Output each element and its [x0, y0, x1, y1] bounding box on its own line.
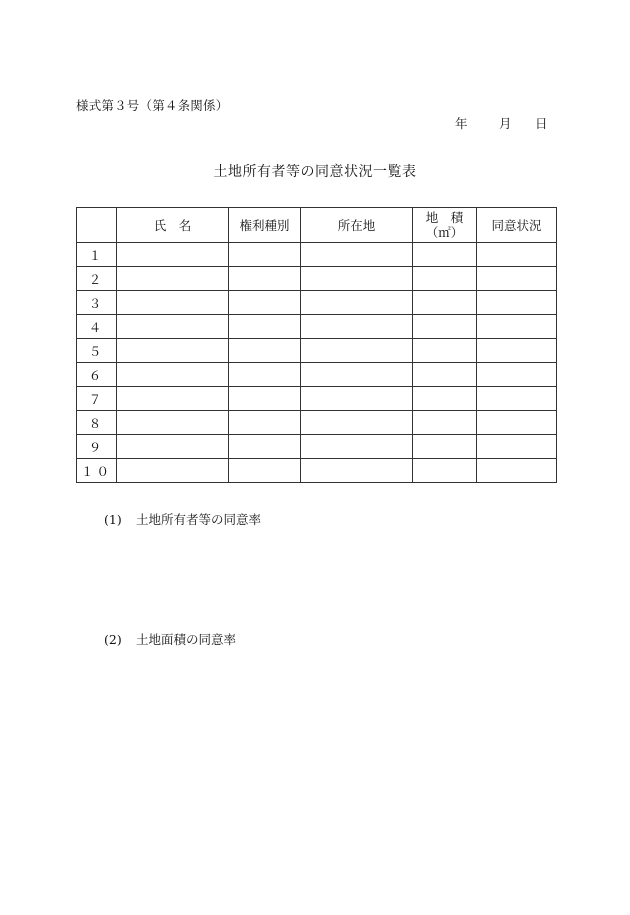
consent-status-cell: [477, 339, 557, 363]
area-cell: [413, 243, 477, 267]
name-cell: [117, 243, 229, 267]
row-number: ６: [77, 363, 117, 387]
item-area-consent-rate: [104, 630, 236, 648]
date-month-label: 月: [499, 116, 512, 131]
area-label: 地 積: [425, 210, 464, 225]
column-header-consent-status: 同意状況: [477, 208, 557, 243]
document-title: 土地所有者等の同意状況一覧表: [213, 164, 417, 180]
right-type-cell: [229, 459, 301, 483]
table-row: [77, 243, 557, 267]
location-cell: [301, 267, 413, 291]
name-cell: [117, 387, 229, 411]
area-cell: [413, 363, 477, 387]
column-header-number: [77, 208, 117, 243]
name-cell: [117, 411, 229, 435]
right-type-cell: [229, 315, 301, 339]
table-row: [77, 339, 557, 363]
table-row: [77, 363, 557, 387]
name-cell: [117, 363, 229, 387]
name-cell: [117, 267, 229, 291]
area-cell: [413, 315, 477, 339]
item-label: 土地面積の同意率: [135, 632, 236, 647]
area-unit: （㎡）: [425, 225, 464, 240]
name-cell: [117, 459, 229, 483]
table-row: [77, 291, 557, 315]
consent-status-cell: [477, 315, 557, 339]
area-cell: [413, 339, 477, 363]
column-header-right-type: 権利種別: [229, 208, 301, 243]
consent-status-cell: [477, 411, 557, 435]
column-header-area: [413, 208, 477, 243]
right-type-cell: [229, 387, 301, 411]
consent-status-cell: [477, 459, 557, 483]
table-row: [77, 267, 557, 291]
location-cell: [301, 339, 413, 363]
area-cell: [413, 459, 477, 483]
name-cell: [117, 315, 229, 339]
area-cell: [413, 267, 477, 291]
row-number: ９: [77, 435, 117, 459]
table-row: [77, 315, 557, 339]
row-number: ４: [77, 315, 117, 339]
row-number: ３: [77, 291, 117, 315]
table-header-row: [77, 208, 557, 243]
row-number: ８: [77, 411, 117, 435]
item-number: (2): [104, 632, 122, 647]
row-number: ５: [77, 339, 117, 363]
row-number: ７: [77, 387, 117, 411]
table-row: [77, 435, 557, 459]
name-cell: [117, 291, 229, 315]
right-type-cell: [229, 243, 301, 267]
right-type-cell: [229, 267, 301, 291]
right-type-cell: [229, 363, 301, 387]
consent-status-cell: [477, 291, 557, 315]
location-cell: [301, 243, 413, 267]
row-number: ２: [77, 267, 117, 291]
location-cell: [301, 363, 413, 387]
location-cell: [301, 435, 413, 459]
right-type-cell: [229, 339, 301, 363]
row-number: １０: [77, 459, 117, 483]
table-row: [77, 411, 557, 435]
item-label: 土地所有者等の同意率: [135, 512, 261, 527]
consent-status-cell: [477, 363, 557, 387]
location-cell: [301, 315, 413, 339]
area-cell: [413, 435, 477, 459]
column-header-location: 所在地: [301, 208, 413, 243]
name-cell: [117, 435, 229, 459]
location-cell: [301, 459, 413, 483]
area-cell: [413, 411, 477, 435]
date-day-label: 日: [535, 116, 548, 131]
consent-status-cell: [477, 387, 557, 411]
item-owner-consent-rate: [104, 510, 261, 528]
column-header-name: 氏 名: [117, 208, 229, 243]
consent-status-cell: [477, 243, 557, 267]
area-cell: [413, 291, 477, 315]
location-cell: [301, 291, 413, 315]
table-row: [77, 459, 557, 483]
form-number: 様式第３号（第４条関係）: [76, 98, 229, 113]
right-type-cell: [229, 291, 301, 315]
table-row: [77, 387, 557, 411]
consent-status-cell: [477, 267, 557, 291]
area-cell: [413, 387, 477, 411]
item-number: (1): [104, 512, 122, 527]
date-year-label: 年: [455, 116, 468, 131]
location-cell: [301, 411, 413, 435]
consent-status-table: [76, 207, 557, 483]
location-cell: [301, 387, 413, 411]
date-line: [455, 114, 548, 132]
right-type-cell: [229, 435, 301, 459]
name-cell: [117, 339, 229, 363]
right-type-cell: [229, 411, 301, 435]
consent-status-cell: [477, 435, 557, 459]
row-number: １: [77, 243, 117, 267]
